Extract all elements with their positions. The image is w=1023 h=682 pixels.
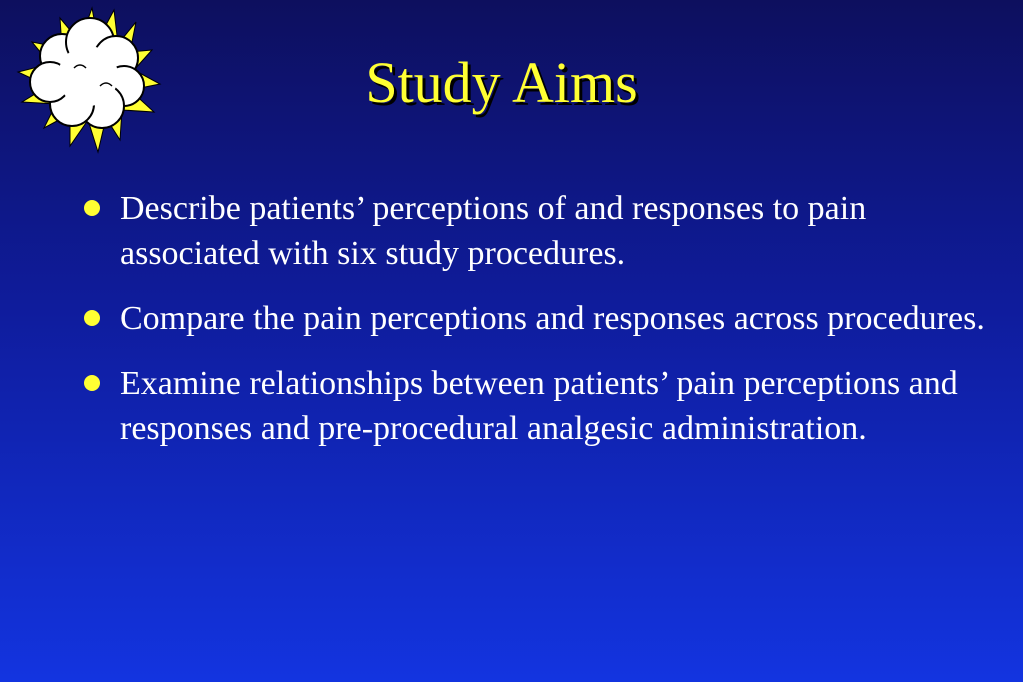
bullet-dot-icon — [84, 375, 100, 391]
list-item — [84, 296, 989, 341]
list-item — [84, 186, 989, 276]
bullet-dot-icon — [84, 200, 100, 216]
bullet-dot-icon — [84, 310, 100, 326]
bullet-list — [84, 186, 989, 471]
bullet-text: Compare the pain perceptions and responses across procedures. — [120, 300, 985, 337]
list-item — [84, 361, 989, 451]
bullet-text: Examine relationships between patients’ pain perceptions and responses and pre-procedural analgesic administration. — [120, 365, 958, 447]
slide-title: Study Aims — [365, 50, 638, 115]
bullet-text: Describe patients’ perceptions of and responses to pain associated with six study procedures. — [120, 190, 867, 272]
